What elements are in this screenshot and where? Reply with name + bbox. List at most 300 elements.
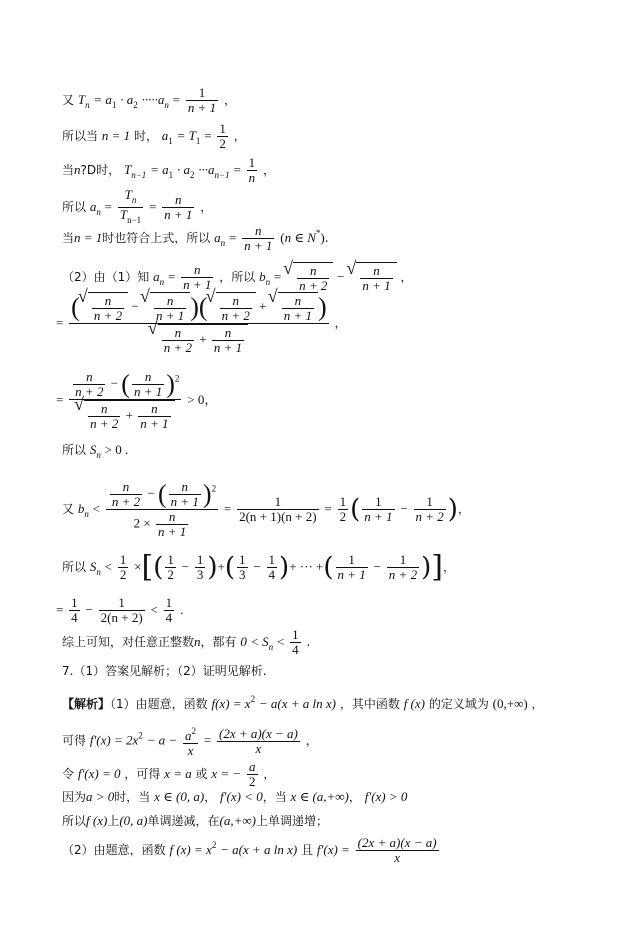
denominator: n + 2 (299, 278, 328, 293)
math: S (89, 559, 97, 574)
text: . (324, 231, 329, 245)
numerator: (2x + a)(x − a) (357, 835, 437, 850)
line-tn-product (62, 86, 236, 115)
math: f (x) (86, 813, 108, 828)
math: − a(x + a ln x) (258, 696, 337, 711)
text: ， (262, 163, 275, 177)
line-quarter-bound (56, 596, 183, 625)
sqrt (216, 292, 256, 323)
math-sub: 1 (111, 100, 117, 110)
fraction (290, 628, 301, 657)
fraction (336, 553, 368, 582)
denominator: 2 (219, 136, 226, 151)
numerator: n (224, 325, 232, 340)
math: a (153, 269, 160, 284)
line-sign-analysis (62, 788, 407, 806)
math-sub: 2 (133, 100, 138, 110)
math: = (324, 501, 332, 516)
text: 时，当 (114, 790, 151, 804)
fraction (186, 86, 218, 115)
numerator: 1 (426, 494, 433, 509)
fraction (282, 294, 314, 323)
line-part2-bn (62, 262, 412, 293)
denominator: n (248, 170, 256, 185)
text: 因为 (62, 790, 87, 804)
fraction (164, 596, 175, 625)
text: ， (334, 316, 347, 330)
math: b (259, 269, 266, 284)
math: − (147, 485, 155, 501)
math: f(x) = x (211, 696, 251, 711)
denominator: n + 2 (75, 384, 104, 399)
math: = (148, 199, 157, 214)
denominator: 4 (165, 610, 173, 625)
denominator: 4 (268, 567, 276, 582)
fraction (195, 553, 206, 582)
line-bn-positive (56, 370, 217, 431)
numerator: 1 (248, 155, 256, 170)
math-sub: 2 (189, 170, 195, 180)
math: x ∈ (0, a) (154, 789, 205, 804)
denominator: 2 (339, 509, 347, 524)
denominator: n + 1 (133, 384, 163, 399)
fraction (242, 224, 274, 253)
text: 7.（1）答案见解析；（2）证明见解析. (62, 664, 267, 678)
numerator: 1 (165, 595, 173, 610)
math: + (259, 298, 267, 314)
math-sub: n (164, 100, 169, 110)
math: (0, a) (119, 813, 148, 828)
math: < (92, 501, 101, 516)
denominator: n + 1 (337, 567, 366, 582)
denominator: n + 1 (244, 238, 273, 253)
math: = (203, 732, 212, 748)
math-sub: 1 (195, 136, 201, 146)
math-sub: n (159, 277, 165, 287)
denominator: x (217, 741, 300, 756)
fraction (154, 294, 186, 323)
text: ， (263, 767, 276, 781)
numerator: √ n (104, 293, 112, 308)
text: ， (457, 502, 470, 516)
sqrt (356, 262, 396, 293)
numerator: 1 (71, 595, 78, 610)
text: 时也符合上式，所以 (102, 231, 211, 245)
text: 所以 (62, 560, 87, 574)
text: 可得 (62, 733, 87, 748)
text: 又 (62, 93, 75, 107)
sqrt (158, 324, 248, 355)
text: 当 (62, 231, 75, 245)
math: = (223, 501, 232, 516)
text: ， (348, 790, 361, 804)
line-sn-telescoping: 所以 $S_n$ < $\frac{1}{2}$ ×[( $\frac{1}{2}$ − $\frac{1}{3}$ )+( $\frac{1}{3}$ − $\frac{1}{4}$ )+ ··· +( $\frac{1}{n + 1}$ − $\frac{1}{n + 2}$ )]， (62, 549, 455, 585)
math: = (233, 162, 241, 177)
math: T (124, 187, 132, 202)
math: − (337, 269, 345, 284)
math-sub: n−1 (214, 170, 230, 180)
math: a (184, 728, 192, 743)
text: 时， (133, 129, 158, 143)
denominator: n + 1 (183, 277, 212, 292)
math: − (110, 375, 119, 391)
fraction (99, 596, 145, 625)
text: 所以 (62, 200, 87, 214)
text: ，可得 (124, 767, 161, 781)
numerator: (2x + a)(x − a) (218, 725, 298, 741)
numerator: √ n (294, 293, 302, 308)
math: − (400, 501, 408, 516)
fraction (360, 264, 392, 293)
math: n = 1 (101, 128, 131, 143)
numerator: 1 (274, 494, 282, 509)
fraction (165, 553, 176, 582)
denominator: 3 (239, 567, 246, 582)
numerator: 1 (198, 85, 206, 100)
text: ， (223, 93, 236, 107)
numerator (183, 724, 198, 743)
line-bn-rationalized (56, 292, 347, 355)
fraction (237, 495, 318, 524)
denominator: n + 2 (415, 509, 444, 524)
fraction (217, 727, 300, 756)
math: = (56, 315, 64, 330)
math-sup: 2 (191, 726, 196, 736)
line-part2-function (62, 836, 441, 865)
fraction (220, 294, 252, 323)
math: − (131, 298, 139, 314)
text: 上 (107, 814, 120, 828)
math: = (167, 269, 176, 284)
numerator: √ n (232, 293, 239, 308)
math-sub: 1 (168, 136, 173, 146)
math-sub: n (265, 277, 271, 287)
numerator: n (151, 401, 158, 416)
math: f (x) (403, 696, 425, 711)
text: ， (531, 697, 544, 711)
denominator: x (183, 743, 198, 758)
math: f′(x) = 0 (77, 766, 121, 781)
numerator: n (86, 369, 93, 384)
sqrt (84, 400, 174, 431)
math: − a − (146, 732, 178, 748)
numerator: 1 (119, 552, 127, 567)
math: ·····a (141, 92, 165, 107)
fraction (156, 510, 188, 539)
math-sub: n−1 (131, 170, 147, 180)
text: ， (400, 270, 413, 284)
numerator: √ n (373, 263, 380, 278)
sqrt (88, 292, 128, 323)
fraction (387, 553, 419, 582)
math: < (276, 634, 285, 649)
math: f (x) = x (169, 842, 212, 857)
denominator: 2(n + 1)(n + 2) (239, 509, 317, 524)
fraction (362, 495, 394, 524)
fraction (297, 264, 329, 293)
fraction (237, 553, 248, 582)
text: 综上可知，对任意正整数 (62, 635, 195, 649)
math: f′(x) > 0 (364, 789, 408, 804)
math: = (56, 602, 64, 617)
math: − (253, 559, 261, 574)
text: 上单调递增； (255, 814, 328, 828)
numerator: n (122, 479, 130, 494)
fraction (110, 480, 142, 509)
fraction (338, 495, 349, 524)
numerator (118, 188, 143, 207)
math: T (119, 207, 128, 222)
denominator: n + 1 (170, 494, 199, 509)
math-sub: n (220, 238, 226, 248)
math: + (217, 559, 225, 574)
fraction (212, 326, 244, 355)
text: 所以 (62, 443, 87, 457)
denominator: 3 (196, 567, 204, 582)
numerator: 1 (219, 121, 226, 136)
math-sup: 2 (138, 730, 143, 741)
numerator: 1 (196, 552, 204, 567)
math: + ··· + (289, 559, 324, 574)
line-q7-analysis (62, 690, 544, 713)
numerator: 1 (348, 552, 355, 567)
numerator: n (255, 223, 262, 238)
text: ，当 (262, 790, 287, 804)
text: 当 (62, 163, 75, 177)
denominator: n + 1 (140, 416, 169, 431)
numerator: n (194, 262, 201, 277)
numerator: √ n (309, 263, 317, 278)
fraction (138, 402, 170, 431)
math: > 0 . (104, 442, 129, 457)
math: b (77, 501, 85, 516)
line-n-equals-1 (62, 122, 246, 151)
math-sub: n (268, 642, 274, 652)
line-an-formula (62, 224, 329, 253)
fraction (88, 402, 120, 431)
fraction (106, 480, 218, 539)
denominator: 4 (71, 610, 78, 625)
text: ， (442, 560, 455, 574)
math: = (104, 199, 113, 214)
text: 所以当 (62, 129, 99, 143)
fraction (69, 370, 181, 431)
math: a (161, 128, 169, 143)
denominator: n + 2 (90, 416, 119, 431)
math: f′(x) = (316, 842, 350, 857)
text: 或 (195, 767, 208, 781)
numerator: n (168, 509, 176, 524)
denominator: n + 2 (111, 494, 141, 509)
denominator: n + 2 (163, 340, 192, 355)
numerator: n (181, 479, 189, 494)
denominator (106, 509, 218, 539)
math: n ∈ N (284, 230, 316, 245)
math-sub: n (96, 567, 101, 577)
text: ?D (80, 163, 97, 177)
line-sn-positive (62, 441, 128, 464)
fraction (162, 326, 194, 355)
text: ，其中函数 (339, 697, 400, 711)
math: x = a (164, 766, 192, 781)
math: x ∈ (a,+∞) (290, 789, 349, 804)
math-sup: 2 (211, 840, 217, 850)
text: ，都有 (200, 635, 237, 649)
math: = (273, 269, 282, 284)
denominator: 2 (119, 567, 127, 582)
line-critical-points (62, 760, 275, 789)
line-monotonicity (62, 812, 328, 830)
math: · a (176, 162, 190, 177)
numerator: 1 (399, 552, 407, 567)
math: ( (280, 230, 285, 245)
fraction (118, 188, 143, 227)
fraction (118, 553, 129, 582)
text: 又 (62, 502, 75, 516)
text: ， (305, 733, 318, 748)
math: = a (93, 92, 112, 107)
line-q7-answer (62, 662, 267, 680)
math: − (373, 559, 381, 574)
fraction (267, 553, 278, 582)
denominator: n + 1 (362, 278, 391, 293)
text: ， (233, 129, 246, 143)
text: （2）由（1）知 (62, 270, 150, 284)
math: f′(x) = 2x (89, 732, 139, 748)
math-sub: n (131, 195, 137, 205)
numerator: 1 (239, 552, 246, 567)
math-sup: 2 (250, 694, 256, 704)
numerator: √ n (174, 325, 182, 340)
math-sub: n (84, 509, 89, 519)
denominator (69, 323, 329, 355)
math: = (56, 392, 64, 407)
text: 单调递减，在 (147, 814, 220, 828)
denominator: n + 1 (283, 308, 312, 323)
denominator: n + 1 (187, 100, 217, 115)
denominator: n + 1 (158, 524, 187, 539)
math: T (123, 162, 132, 177)
text: （1）由题意，函数 (110, 697, 208, 711)
numerator: 1 (292, 627, 299, 642)
text: 令 (62, 767, 75, 781)
text: 所以 (62, 814, 87, 828)
math: x = − (211, 766, 242, 781)
text: 的定义域为 (428, 697, 489, 711)
math: n (74, 162, 81, 177)
math: = T (176, 128, 196, 143)
math: = (172, 92, 181, 107)
fraction (356, 836, 439, 865)
math: n (194, 634, 201, 649)
fraction (69, 596, 80, 625)
denominator: n + 1 (155, 308, 185, 323)
math: + (125, 407, 133, 423)
denominator: 2 (167, 567, 174, 582)
math: = (204, 128, 212, 143)
math: n = 1 (74, 230, 103, 245)
math-sup: * (315, 228, 321, 238)
denominator: n + 2 (221, 308, 250, 323)
fraction (247, 760, 258, 789)
math: . (180, 602, 184, 617)
fraction (183, 724, 198, 758)
numerator: 1 (339, 494, 347, 509)
math: < (104, 559, 113, 574)
fraction (169, 480, 201, 509)
sqrt (278, 292, 318, 323)
denominator: x (356, 850, 439, 865)
text: ， (200, 200, 213, 214)
math: a > 0 (86, 789, 115, 804)
math: T (77, 92, 86, 107)
numerator: √ n (100, 401, 108, 416)
sqrt (293, 262, 333, 293)
denominator: 2 (249, 774, 256, 789)
line-conclusion (62, 628, 310, 657)
fraction (217, 122, 228, 151)
math: − (181, 559, 190, 574)
math: < (150, 602, 158, 617)
fraction (162, 193, 194, 222)
denominator: n + 1 (213, 340, 243, 355)
denominator: n + 2 (93, 308, 123, 323)
math: (0,+∞) (492, 696, 528, 711)
text: （2）由题意，函数 (62, 843, 166, 857)
math-sup: 2 (174, 373, 180, 384)
denominator: 2(n + 2) (100, 610, 143, 625)
math: (a,+∞) (219, 813, 256, 828)
text: 时， (96, 163, 121, 177)
line-an-ratio (62, 188, 212, 227)
denominator (69, 399, 181, 431)
numerator: √ n (166, 293, 174, 308)
math: ···a (198, 162, 215, 177)
math: a (89, 199, 97, 214)
text: ，所以 (219, 270, 256, 284)
math: ) (320, 230, 325, 245)
text: . (306, 635, 311, 649)
text: ， (204, 790, 217, 804)
math: · a (120, 92, 134, 107)
analysis-label: 【解析】 (62, 697, 111, 711)
numerator: a (249, 759, 256, 774)
fraction (92, 294, 124, 323)
math: − (85, 602, 93, 617)
math: S (89, 442, 97, 457)
fraction (132, 370, 164, 399)
numerator: 1 (375, 494, 382, 509)
math: > 0， (187, 392, 218, 407)
numerator: 1 (118, 595, 125, 610)
math-sub: n (96, 207, 101, 217)
math-sub: n−1 (127, 215, 142, 225)
math: a (214, 230, 221, 245)
numerator: n (175, 192, 182, 207)
math: = (228, 230, 237, 245)
math: = a (150, 162, 169, 177)
denominator: n + 1 (364, 509, 393, 524)
fraction (247, 156, 258, 185)
line-bn-bound: 又 $b_n$ < $\frac{n}{n + 2}$ − ( $\frac{n}{n + 1}$ )$^2$ 2 × $\frac{n}{n + 1}$ = $\frac{1}{2(n + 1)(n + 2)}$ = $\frac{1}{2}$ ( $\frac{1}{n + 1}$ − $\frac{1}{n + 2}$ )， (62, 479, 470, 539)
math-sub: n (96, 450, 101, 460)
math: + (199, 331, 207, 347)
fraction (69, 292, 329, 355)
numerator: 1 (268, 552, 276, 567)
numerator: ( √ $\frac{n}{n + 2}$ − √ $\frac{n}{n + 1}$ )( √ $\frac{n}{n + 2}$ + √ $\frac{n}{n + 1}$ ) (69, 292, 329, 323)
numerator: $\frac{n}{n + 2}$ − ( $\frac{n}{n + 1}$ )$^2$ (75, 369, 180, 399)
numerator: 1 (167, 552, 174, 567)
